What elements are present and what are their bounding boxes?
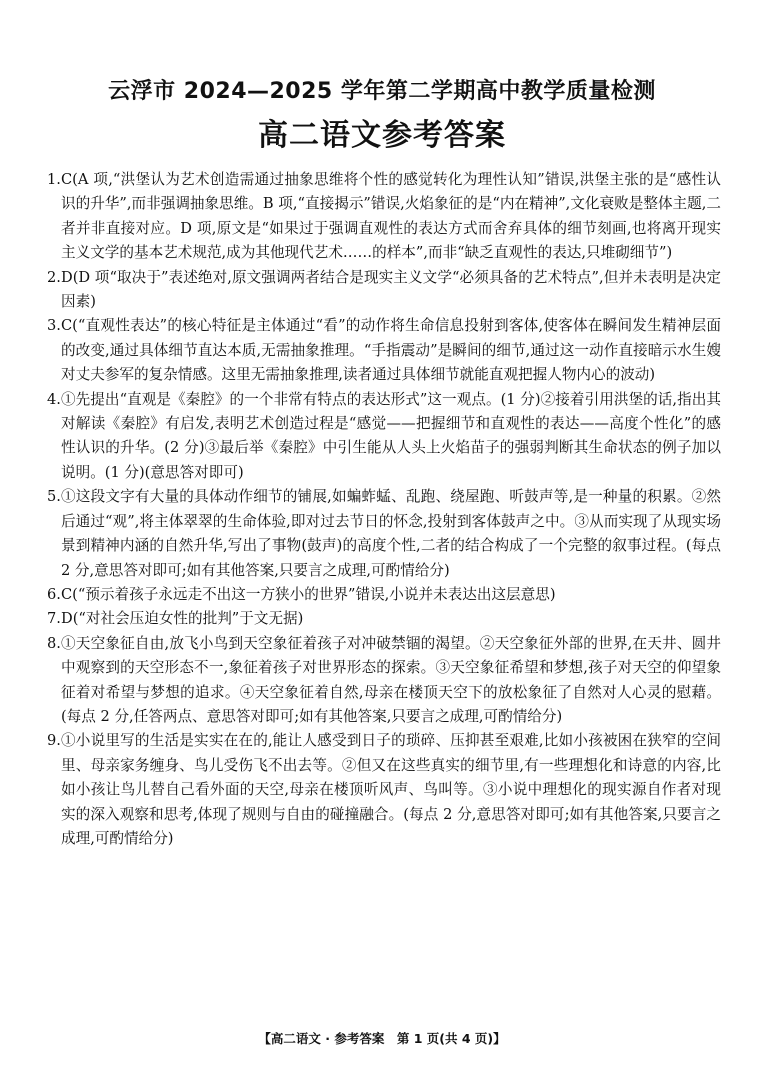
answer-item-4 — [49, 388, 721, 486]
answer-text: ①小说里写的生活是实实在在的,能让人感受到日子的琐碎、压抑甚至艰难,比如小孩被困在狭窄的空间里、母亲家务缠身、鸟儿受伤飞不出去等。②但又在这些真实的细节里,有一些理想化和诗意的内容,比如小孩让鸟儿替自己看外面的天空,母亲在楼顶听风声、鸟叫等。③小说中理想化的现实源自作者对现实的深入观察和思考,体现了规则与自由的碰撞融合。(每点 2 分,意思答对即可;如有其他答案,只要言之成理,可酌情给分) — [61, 732, 721, 847]
answer-text: ①先提出“直观是《秦腔》的一个非常有特点的表达形式”这一观点。(1 分)②接着引用洪堡的话,指出其对解读《秦腔》有启发,表明艺术创造过程是“感觉——把握细节和直观性的表达——高度个性化”的感性认识的升华。(2 分)③最后举《秦腔》中引生能从人头上火焰苗子的强弱判断其生命状态的例子加以说明。(1 分)(意思答对即可) — [61, 390, 721, 481]
answer-item-7 — [49, 607, 721, 631]
answer-number: 2. — [47, 268, 61, 286]
answer-item-3 — [49, 314, 721, 387]
page-footer: 【高二语文 · 参考答案 第 1 页(共 4 页)】 — [258, 1031, 506, 1046]
answer-item-6 — [49, 583, 721, 607]
answer-number: 7. — [47, 610, 61, 628]
answer-text: ①这段文字有大量的具体动作细节的铺展,如蝙蚱蜢、乱跑、绕屋跑、听鼓声等,是一种量的积累。②然后通过“观”,将主体翠翠的生命体验,即对过去节日的怀念,投射到客体鼓声之中。③从而实现了从现实场景到精神内涵的自然升华,写出了事物(鼓声)的高度个性,二者的结合构成了一个完整的叙事过程。(每点 2 分,意思答对即可;如有其他答案,只要言之成理,可酌情给分) — [61, 488, 721, 579]
answer-list — [49, 168, 721, 851]
answer-text: D(“对社会压迫女性的批判”于文无据) — [61, 610, 304, 628]
answer-number: 3. — [47, 317, 61, 335]
answer-text: C(“预示着孩子永远走不出这一方狭小的世界”错误,小说并未表达出这层意思) — [61, 585, 556, 603]
answer-text: C(A 项,“洪堡认为艺术创造需通过抽象思维将个性的感觉转化为理性认知”错误,洪堡主张的是“感性认识的升华”,而非强调抽象思维。B 项,“直接揭示”错误,火焰象征的是“内在精神”,文化衰败是整体主题,二者并非直接对应。D 项,原文是“如果过于强调直观性的表达方式而舍弃具体的细节刻画,也将离开现实主义文学的基本艺术规范,成为其他现代艺术……的样本”,而非“缺乏直观性的表达,只堆砌细节”) — [61, 171, 721, 262]
answer-text: C(“直观性表达”的核心特征是主体通过“看”的动作将生命信息投射到客体,使客体在瞬间发生精神层面的改变,通过具体细节直达本质,无需抽象推理。“手指震动”是瞬间的细节,通过这一动作直接暗示水生嫂对丈夫参军的复杂情感。这里无需抽象推理,读者通过具体细节就能直观把握人物内心的波动) — [61, 317, 721, 384]
answer-text: ①天空象征自由,放飞小鸟到天空象征着孩子对冲破禁锢的渴望。②天空象征外部的世界,在天井、圆井中观察到的天空形态不一,象征着孩子对世界形态的探索。③天空象征希望和梦想,孩子对天空的仰望象征着对希望与梦想的追求。④天空象征着自然,母亲在楼顶天空下的放松象征了自然对人心灵的慰藉。(每点 2 分,任答两点、意思答对即可;如有其他答案,只要言之成理,可酌情给分) — [61, 634, 721, 725]
answer-item-8 — [49, 632, 721, 730]
answer-number: 9. — [47, 732, 61, 750]
answer-item-9 — [49, 729, 721, 851]
answer-number: 1. — [47, 171, 61, 188]
answer-number: 5. — [47, 488, 61, 506]
answer-item-1 — [49, 168, 721, 266]
answer-number: 8. — [47, 634, 61, 652]
answer-item-2 — [49, 266, 721, 315]
answer-number: 4. — [47, 390, 61, 408]
answer-text: D(D 项“取决于”表述绝对,原文强调两者结合是现实主义文学“必须具备的艺术特点”,但并未表明是决定因素) — [61, 268, 721, 311]
exam-title: 云浮市 2024—2025 学年第二学期高中教学质量检测 — [108, 79, 656, 104]
answer-item-5 — [49, 485, 721, 583]
answer-number: 6. — [47, 585, 61, 603]
document-title: 高二语文参考答案 — [258, 118, 506, 153]
